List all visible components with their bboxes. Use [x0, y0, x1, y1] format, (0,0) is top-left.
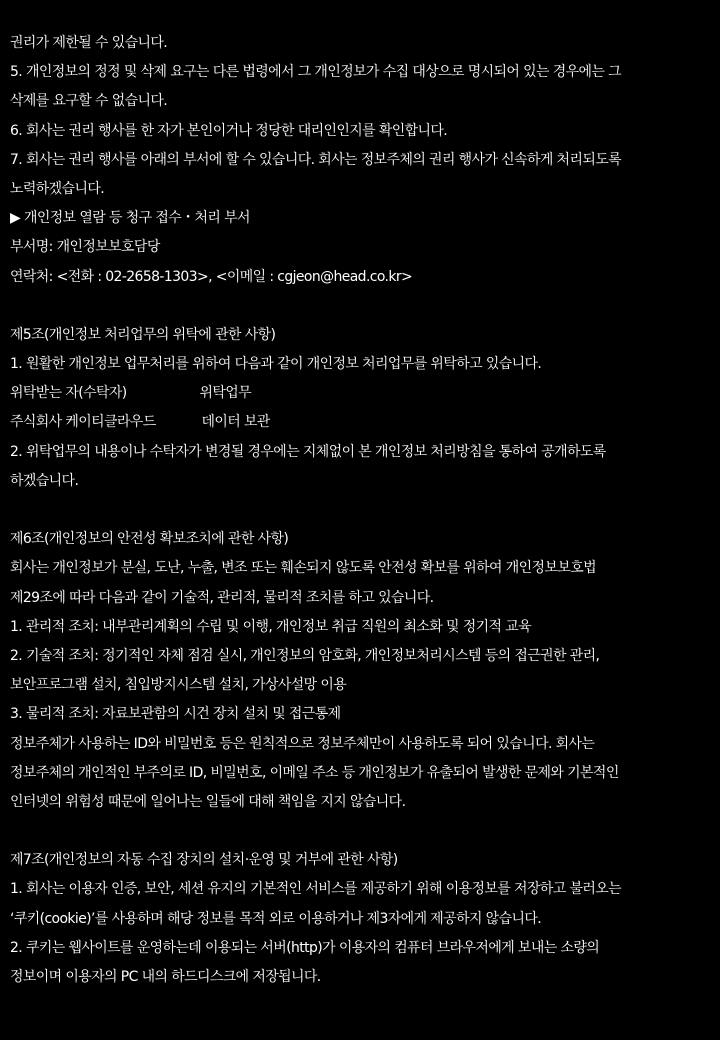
- text-line: 6. 회사는 권리 행사를 한 자가 본인이거나 정당한 대리인인지를 확인합니다.: [10, 122, 448, 139]
- text-line: 정보주체의 개인적인 부주의로 ID, 비밀번호, 이메일 주소 등 개인정보가 유출되어 발생한 문제와 기본적인: [10, 764, 619, 781]
- text-line: 2. 기술적 조치: 정기적인 자체 점검 실시, 개인정보의 암호화, 개인정보처리시스템 등의 접근권한 관리,: [10, 647, 600, 664]
- text-line: 2. 위탁업무의 내용이나 수탁자가 변경될 경우에는 지체없이 본 개인정보 처리방침을 통하여 공개하도록: [10, 443, 606, 460]
- table-cell-task: 데이터 보관: [201, 414, 270, 431]
- section-6-title: 제6조(개인정보의 안전성 확보조치에 관한 사항): [10, 531, 289, 548]
- text-line: 노력하겠습니다.: [10, 180, 105, 197]
- text-line: 2. 쿠키는 웹사이트를 운영하는데 이용되는 서버(http)가 이용자의 컴퓨터 브라우저에게 보내는 소량의: [10, 939, 600, 956]
- text-line: 인터넷의 위험성 때문에 일어나는 일들에 대해 책임을 지지 않습니다.: [10, 793, 406, 810]
- spacer: [10, 496, 716, 525]
- text-line: 7. 회사는 권리 행사를 아래의 부서에 할 수 있습니다. 회사는 정보주체의 권리 행사가 신속하게 처리되도록: [10, 151, 622, 168]
- table-header-task: 위탁업무: [199, 385, 252, 402]
- spacer: [10, 817, 716, 846]
- text-line: 1. 관리적 조치: 내부관리계획의 수립 및 이행, 개인정보 취급 직원의 최소화 및 정기적 교육: [10, 618, 532, 635]
- rights-section-continuation: [10, 29, 716, 292]
- contact-info: 연락처: <전화 : 02-2658-1303>, <이메일 : cgjeon@head.co.kr>: [10, 268, 413, 285]
- text-line: ‘쿠키(cookie)’를 사용하며 해당 정보를 목적 외로 이용하거나 제3자에게 제공하지 않습니다.: [10, 910, 542, 927]
- outsourcing-table-row: [10, 408, 714, 437]
- section-7-title: 제7조(개인정보의 자동 수집 장치의 설치·운영 및 거부에 관한 사항): [10, 852, 398, 869]
- text-line: 정보이며 이용자의 PC 내의 하드디스크에 저장됩니다.: [10, 969, 321, 985]
- section-5-title: 제5조(개인정보 처리업무의 위탁에 관한 사항): [10, 326, 276, 343]
- text-line: 삭제를 요구할 수 없습니다.: [10, 93, 168, 110]
- department-name: 부서명: 개인정보보호담당: [10, 239, 160, 256]
- text-line: 5. 개인정보의 정정 및 삭제 요구는 다른 법령에서 그 개인정보가 수집 대상으로 명시되어 있는 경우에는 그: [10, 64, 622, 81]
- text-line: 1. 회사는 이용자 인증, 보안, 세션 유지의 기본적인 서비스를 제공하기 위해 이용정보를 저장하고 불러오는: [10, 881, 622, 898]
- text-line: 회사는 개인정보가 분실, 도난, 누출, 변조 또는 훼손되지 않도록 안전성 확보를 위하여 개인정보보호법: [10, 560, 596, 577]
- text-line: 3. 물리적 조치: 자료보관함의 시건 장치 설치 및 접근통제: [10, 706, 341, 723]
- outsourcing-table-header: [10, 379, 714, 408]
- spacer: [10, 292, 716, 321]
- section-7: [10, 846, 716, 992]
- table-header-trustee: 위탁받는 자(수탁자): [10, 385, 127, 402]
- privacy-policy-document: [10, 29, 716, 992]
- table-cell-trustee: 주식회사 케이티클라우드: [10, 414, 156, 431]
- text-line: 제29조에 따라 다음과 같이 기술적, 관리적, 물리적 조치를 하고 있습니다.: [10, 589, 434, 606]
- text-line: 하겠습니다.: [10, 472, 79, 489]
- section-5-intro: 1. 원활한 개인정보 업무처리를 위하여 다음과 같이 개인정보 처리업무를 위탁하고 있습니다.: [10, 356, 542, 373]
- section-5: [10, 321, 716, 496]
- text-line: 정보주체가 사용하는 ID와 비밀번호 등은 원칙적으로 정보주체만이 사용하도록 되어 있습니다. 회사는: [10, 735, 595, 752]
- department-heading: ▶ 개인정보 열람 등 청구 접수・처리 부서: [10, 210, 250, 227]
- text-line: 보안프로그램 설치, 침입방지시스템 설치, 가상사설망 이용: [10, 677, 347, 694]
- section-6: [10, 525, 716, 817]
- text-line: 권리가 제한될 수 있습니다.: [10, 35, 168, 51]
